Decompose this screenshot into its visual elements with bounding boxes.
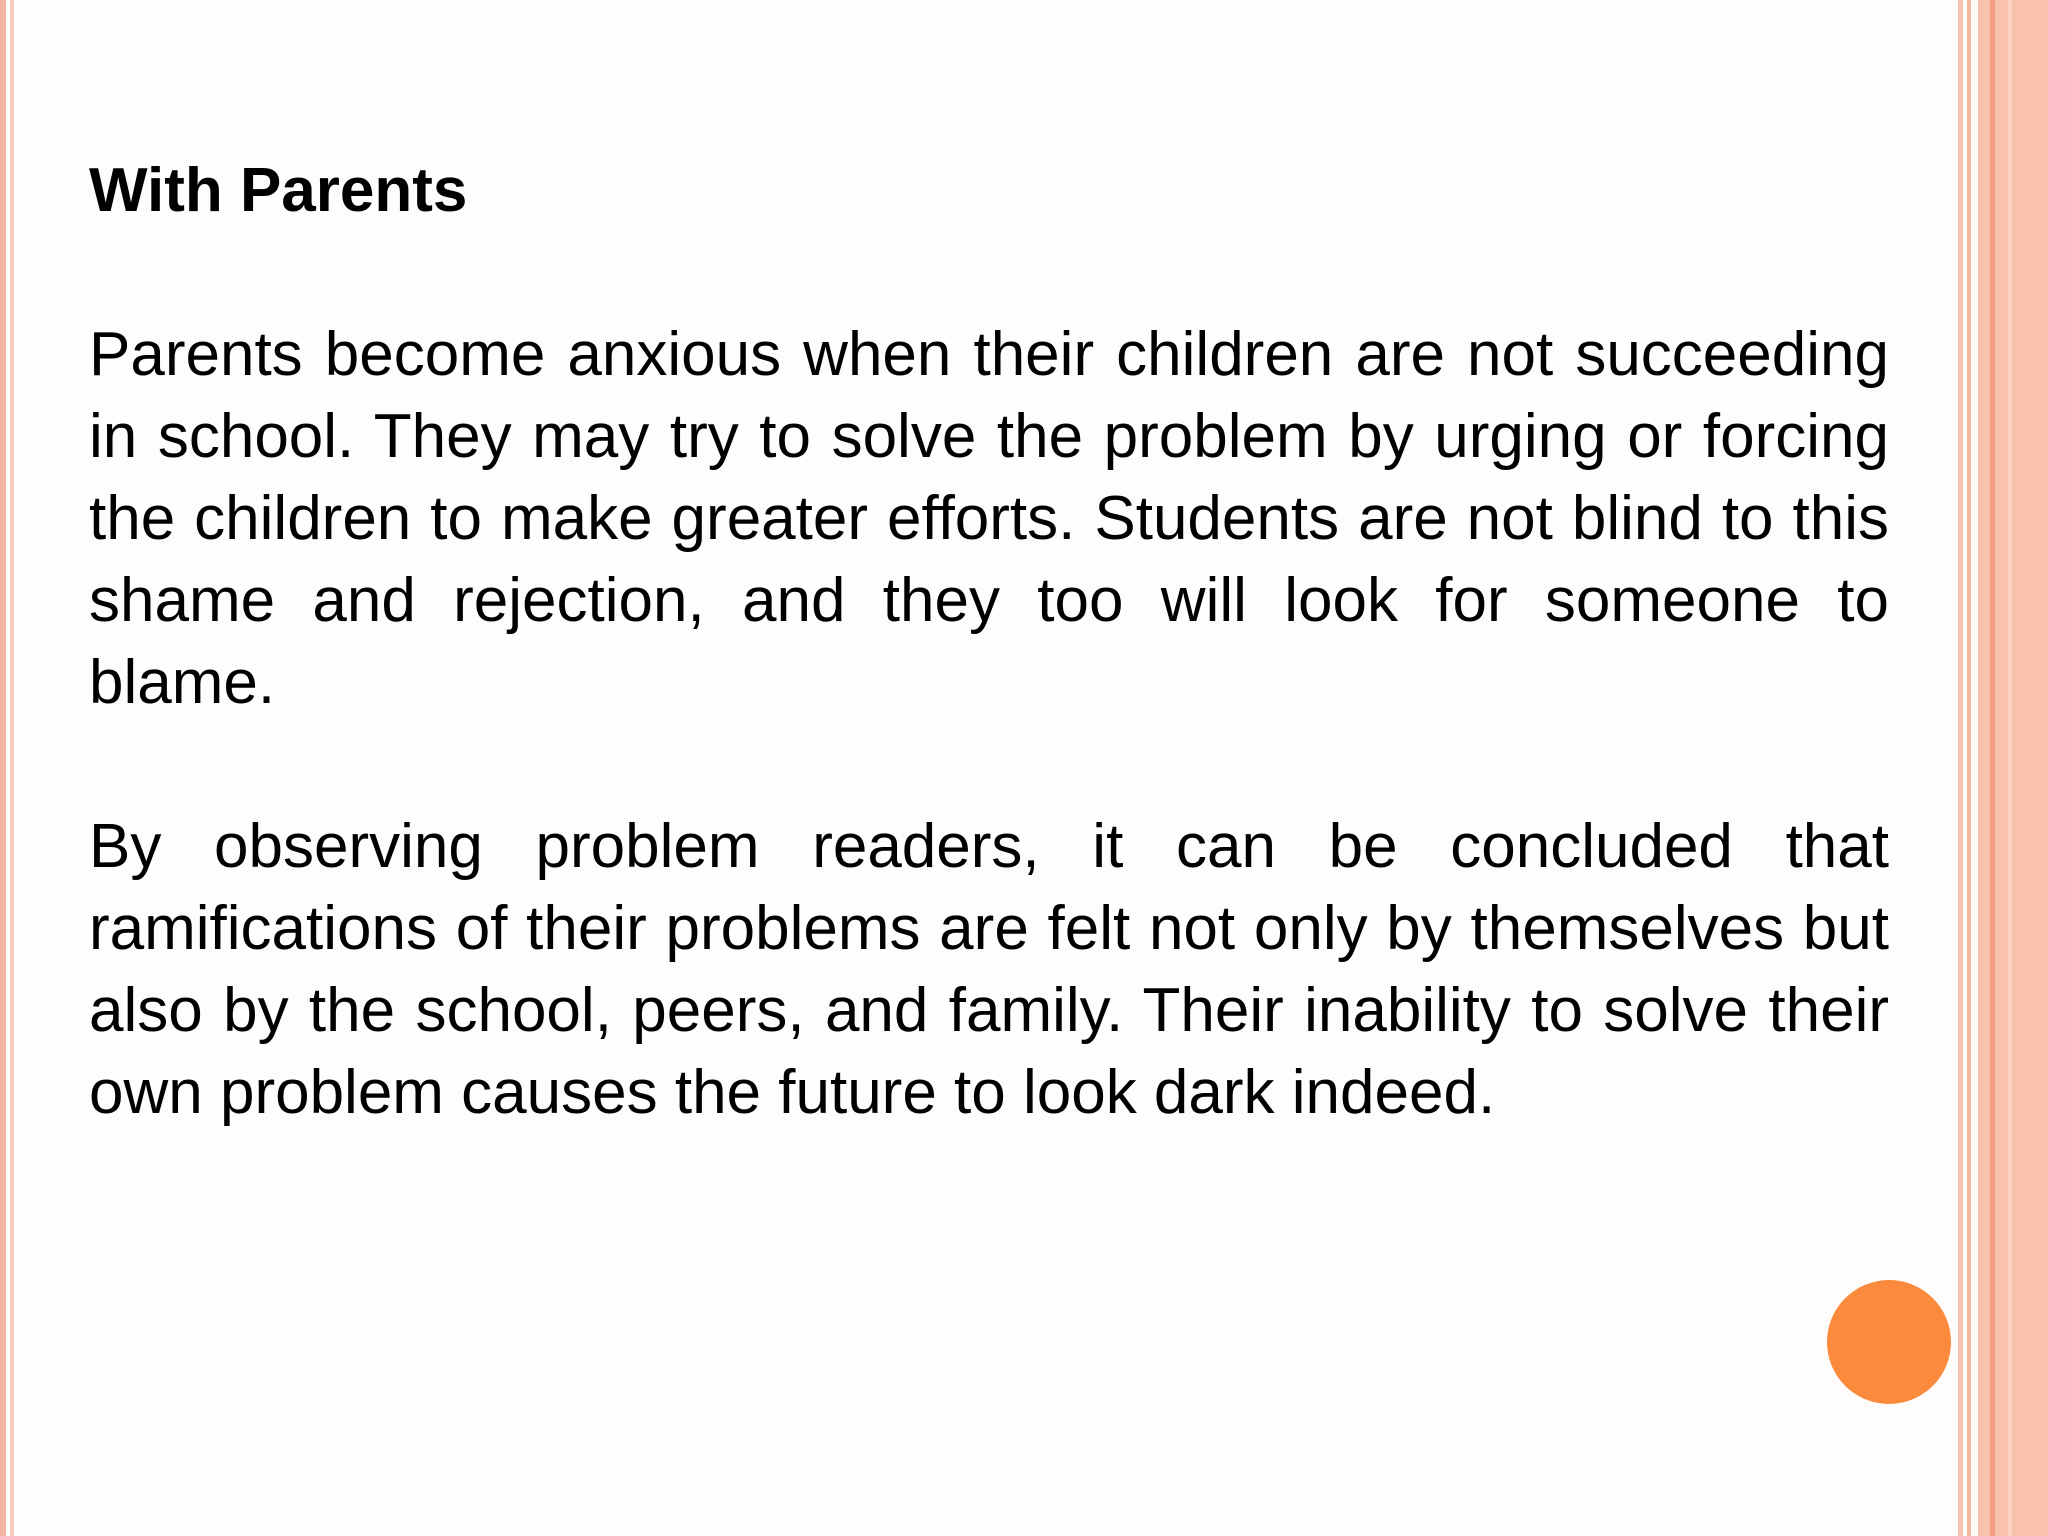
right-border-band-highlight xyxy=(2008,0,2012,1536)
decorative-orange-circle xyxy=(1827,1280,1951,1404)
right-border-band-line xyxy=(1990,0,1995,1536)
paragraph-parents-anxiety: Parents become anxious when their children are not succeeding in school. They may try to solve the problem by urging or forcing the children to make greater efforts. Students are not blind to this shame and rejection, and they too will look for someone to blame. xyxy=(89,320,1889,717)
right-border-stripe-inner xyxy=(1967,0,1971,1536)
left-border-stripe xyxy=(0,0,6,1536)
right-border-band xyxy=(1978,0,2048,1536)
left-border-stripe-inner xyxy=(10,0,14,1536)
right-border-stripe xyxy=(1958,0,1963,1536)
slide-content xyxy=(89,150,1889,1216)
paragraph-problem-readers: By observing problem readers, it can be concluded that ramifications of their problems are felt not only by themselves but also by the school, peers, and family. Their inability to solve their own problem causes the future to look dark indeed. xyxy=(89,812,1889,1127)
slide-heading: With Parents xyxy=(89,156,468,225)
